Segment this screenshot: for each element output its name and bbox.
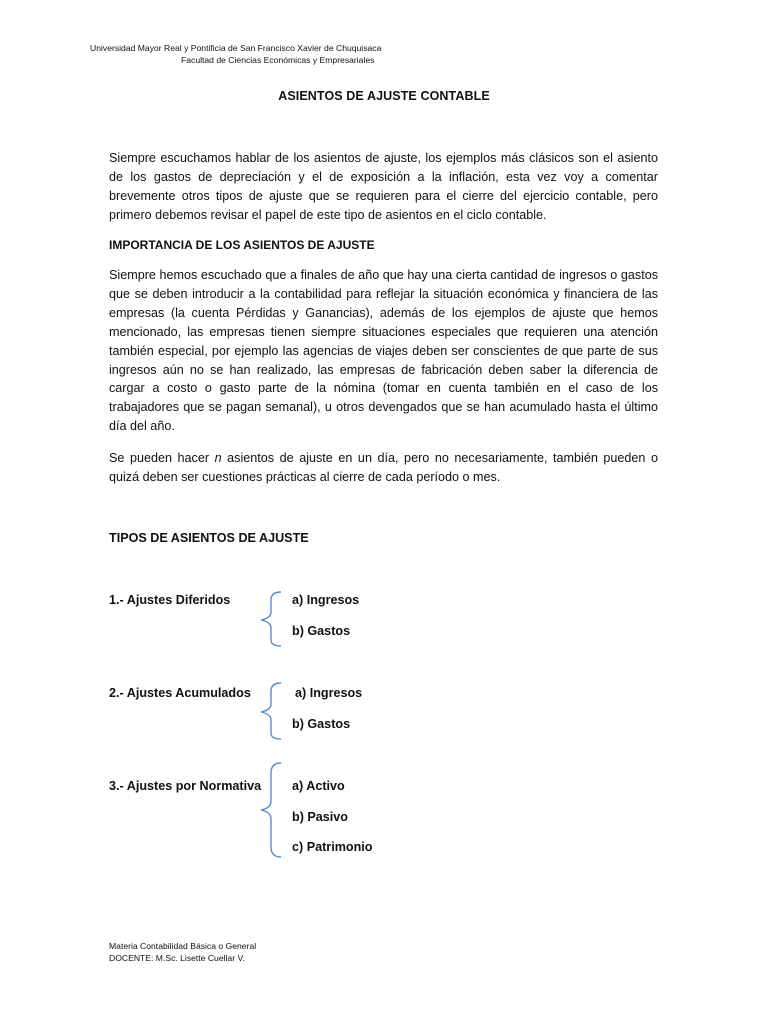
university-name: Universidad Mayor Real y Pontificia de San Francisco Xavier de Chuquisaca: [90, 43, 382, 53]
option-assets: a) Activo: [292, 779, 345, 793]
group-label-accrued: 2.- Ajustes Acumulados: [109, 686, 251, 700]
faculty-name: Facultad de Ciencias Económicas y Empresariales: [181, 55, 375, 65]
brace-icon: [257, 761, 285, 859]
italic-n: n: [214, 451, 222, 465]
adjustments-per-day-paragraph: [109, 449, 658, 487]
option-equity: c) Patrimonio: [292, 840, 373, 854]
intro-paragraph: Siempre escuchamos hablar de los asientos de ajuste, los ejemplos más clásicos son el asiento de los gastos de depreciación y el de exposición a la inflación, esta vez voy a comentar brevemente otros tipos de ajuste que se requieren para el cierre del ejercicio contable, pero primero debemos revisar el papel de este tipo de asientos en el ciclo contable.: [109, 151, 658, 222]
option-deferred-income: a) Ingresos: [292, 593, 360, 607]
paragraph-text-end: asientos de ajuste en un día, pero no necesariamente, también pueden o quizá deben ser cuestiones prácticas al cierre de cada período o mes.: [109, 451, 658, 484]
group-label-deferred: 1.- Ajustes Diferidos: [109, 593, 231, 607]
paragraph-text-start: Se pueden hacer: [109, 451, 215, 465]
footer-subject: Materia Contabilidad Básica o General: [109, 941, 257, 951]
importance-heading: IMPORTANCIA DE LOS ASIENTOS DE AJUSTE: [109, 238, 375, 252]
brace-icon: [257, 681, 285, 741]
brace-icon: [257, 590, 285, 648]
option-deferred-expenses: b) Gastos: [292, 624, 351, 638]
group-label-regulatory: 3.- Ajustes por Normativa: [109, 779, 262, 793]
footer-teacher: DOCENTE: M.Sc. Lisette Cuellar V.: [109, 953, 245, 963]
option-liabilities: b) Pasivo: [292, 810, 348, 824]
types-heading: TIPOS DE ASIENTOS DE AJUSTE: [109, 531, 309, 545]
document-title: ASIENTOS DE AJUSTE CONTABLE: [278, 89, 490, 103]
option-accrued-income: a) Ingresos: [295, 686, 363, 700]
importance-paragraph: Siempre hemos escuchado que a finales de año que hay una cierta cantidad de ingresos o gastos que se deben introducir a la contabilidad para reflejar la situación económica y financiera de las empresas (la cuenta Pérdidas y Ganancias), además de los ejemplos de ajuste que hemos mencionado, las empresas tienen siempre situaciones especiales que requieren una atención también especial, por ejemplo las agencias de viajes deben ser conscientes de que parte de sus ingresos aún no se han realizado, las empresas de fabricación deben saber la diferencia de cargar a costo o gasto parte de la nómina (tomar en cuenta también en el caso de los trabajadores que se pagan semanal), u otros devengados que se han acumulado hasta el último día del año.: [109, 268, 658, 434]
option-accrued-expenses: b) Gastos: [292, 717, 351, 731]
